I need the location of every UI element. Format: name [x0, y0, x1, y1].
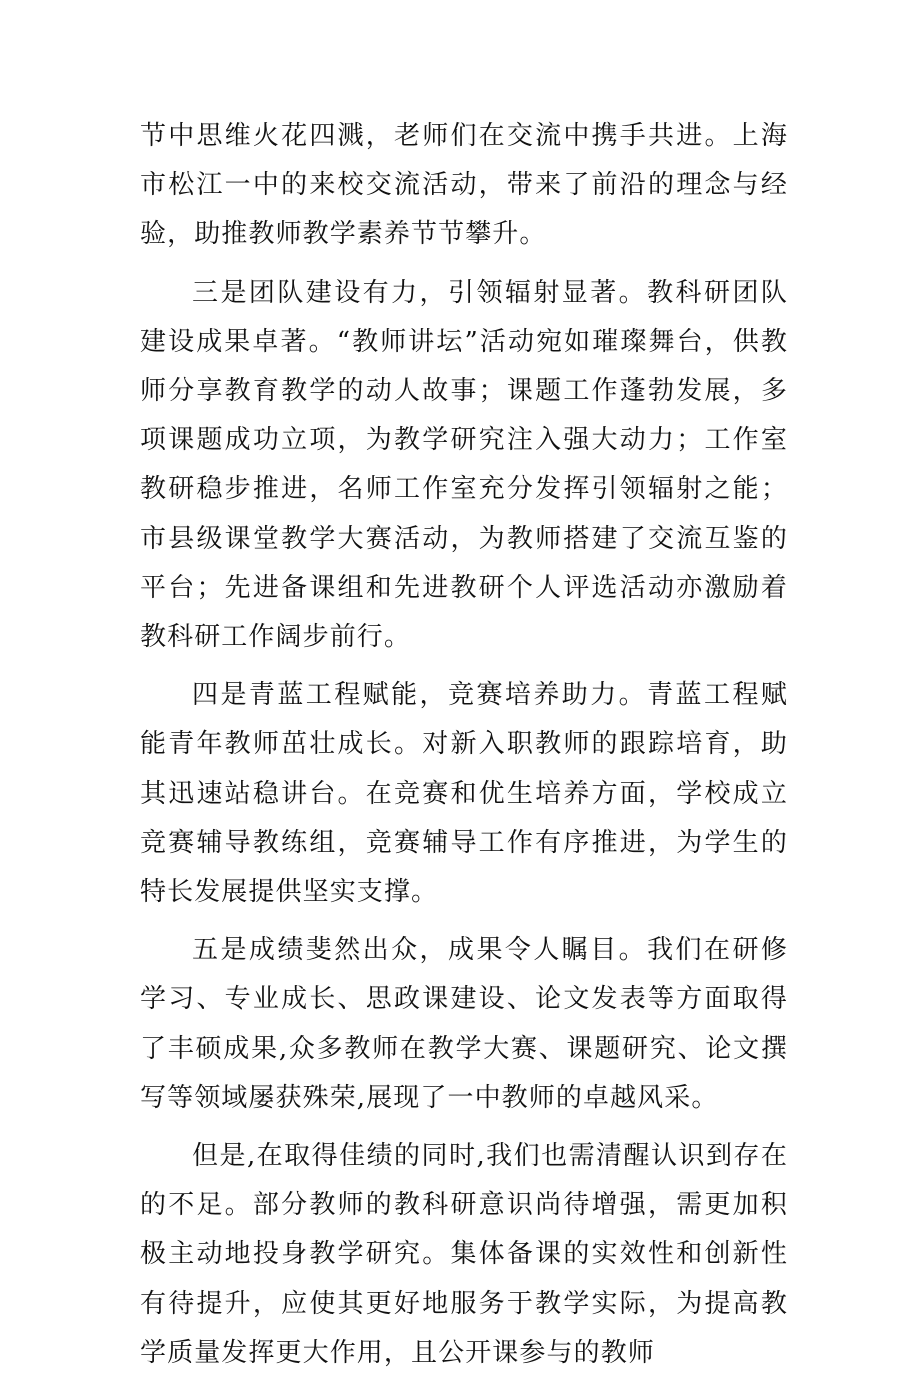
paragraph-continuation: 节中思维火花四溅，老师们在交流中携手共进。上海市松江一中的来校交流活动，带来了前沿的理念与经验，助推教师教学素养节节攀升。 [140, 121, 788, 250]
paragraph-mentoring-competition: 四是青蓝工程赋能，竞赛培养助力。青蓝工程赋能青年教师茁壮成长。对新入职教师的跟踪培育，助其迅速站稳讲台。在竞赛和优生培养方面，学校成立竞赛辅导教练组，竞赛辅导工作有序推进，为学生的特长发展提供坚实支撑。 [140, 680, 788, 908]
paragraph-shortcomings: 但是,在取得佳绩的同时,我们也需清醒认识到存在的不足。部分教师的教科研意识尚待增强，需更加积极主动地投身教学研究。集体备课的实效性和创新性有待提升，应使其更好地服务于教学实际，为提高教学质量发挥更大作用，且公开课参与的教师 [140, 1141, 788, 1368]
paragraph-achievements: 五是成绩斐然出众，成果令人瞩目。我们在研修学习、专业成长、思政课建设、论文发表等方面取得了丰硕成果,众多教师在教学大赛、课题研究、论文撰写等领域屡获殊荣,展现了一中教师的卓越风采。 [140, 935, 788, 1113]
paragraph-team-building: 三是团队建设有力，引领辐射显著。教科研团队建设成果卓著。“教师讲坛”活动宛如璀璨舞台，供教师分享教育教学的动人故事；课题工作蓬勃发展，多项课题成功立项，为教学研究注入强大动力；工作室教研稳步推进，名师工作室充分发挥引领辐射之能；市县级课堂教学大赛活动，为教师搭建了交流互鉴的平台；先进备课组和先进教研个人评选活动亦激励着教科研工作阔步前行。 [140, 277, 788, 653]
